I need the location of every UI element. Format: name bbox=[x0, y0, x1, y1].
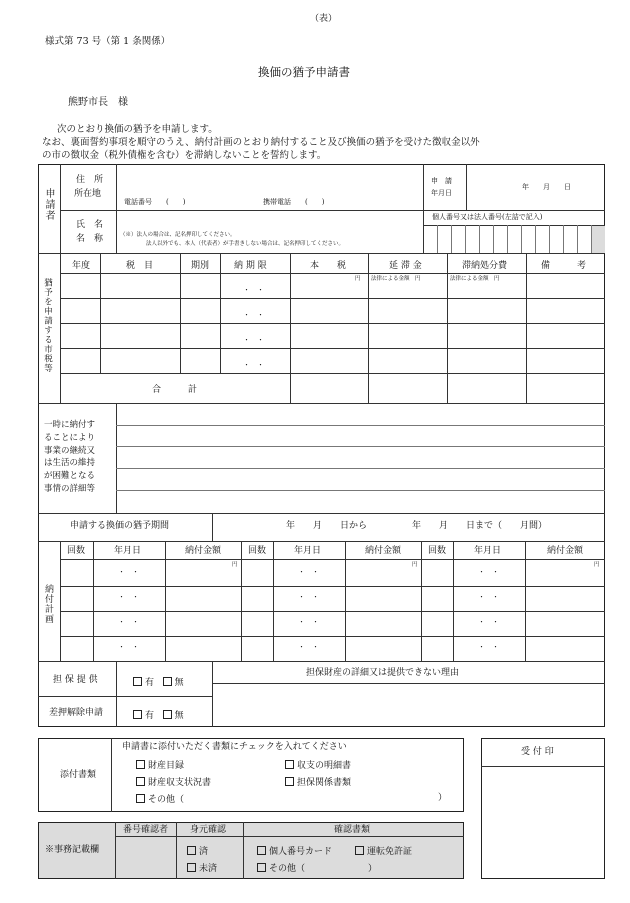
doc-mynumber-card: 個人番号カード bbox=[257, 846, 332, 857]
seizure-release-label: 差押解除申請 bbox=[49, 708, 104, 718]
seizure-options: 有 無 bbox=[133, 708, 184, 721]
plan-date-dots: ・ ・ bbox=[478, 643, 499, 651]
attach-other-close: ） bbox=[438, 793, 448, 803]
plan-date-dots: ・ ・ bbox=[118, 593, 139, 601]
attach-other-checkbox[interactable] bbox=[136, 794, 145, 803]
plan-date-dots: ・ ・ bbox=[298, 643, 319, 651]
intro-line-3: の市の徴収金（税外債権を含む）を滞納しないことを誓約します。 bbox=[42, 150, 327, 161]
plan-date-dots: ・ ・ bbox=[298, 568, 319, 576]
seizure-no-checkbox[interactable] bbox=[163, 710, 172, 719]
tax-section-label: 猶予を申請する市税等 bbox=[42, 278, 53, 373]
identity-done: 済 bbox=[187, 846, 208, 857]
col-tax-item: 税 目 bbox=[126, 261, 154, 271]
attach-asset-status: 財産収支状況書 bbox=[136, 777, 211, 788]
doc-other-checkbox[interactable] bbox=[257, 863, 266, 872]
plan-yen-1: 円 bbox=[232, 562, 238, 568]
late-fee-legal-amount: 法律による金額 円 bbox=[371, 276, 421, 282]
id-number-cell-divider bbox=[479, 225, 480, 253]
due-date-dots-2: ・ ・ bbox=[243, 311, 264, 319]
identity-done-checkbox[interactable] bbox=[187, 846, 196, 855]
col-year: 年度 bbox=[72, 261, 91, 271]
period-label: 申請する換価の猶予期間 bbox=[70, 521, 170, 531]
attach-asset-checkbox[interactable] bbox=[136, 777, 145, 786]
id-number-cell-divider bbox=[437, 225, 438, 253]
id-number-cell-divider bbox=[535, 225, 536, 253]
seal-note-2: 法人以外でも、本人（代表者）が手書きしない場合は、記名押印してください。 bbox=[146, 241, 345, 247]
disposition-legal-amount: 法律による金額 円 bbox=[450, 276, 500, 282]
plan-yen-3: 円 bbox=[594, 562, 600, 568]
plan-col-count-1: 回数 bbox=[67, 546, 86, 556]
attach-income-statement: 収支の明細書 bbox=[285, 760, 351, 771]
plan-date-dots: ・ ・ bbox=[478, 593, 499, 601]
attach-collateral-checkbox[interactable] bbox=[285, 777, 294, 786]
plan-date-dots: ・ ・ bbox=[478, 568, 499, 576]
identity-not-done-checkbox[interactable] bbox=[187, 863, 196, 872]
reception-stamp-label: 受 付 印 bbox=[521, 747, 554, 757]
plan-date-dots: ・ ・ bbox=[118, 618, 139, 626]
plan-date-dots: ・ ・ bbox=[298, 618, 319, 626]
applicant-section-label: 申請者 bbox=[43, 188, 54, 221]
office-col-identity: 身元確認 bbox=[190, 825, 227, 835]
due-date-dots-3: ・ ・ bbox=[243, 336, 264, 344]
collateral-label: 担 保 提 供 bbox=[53, 675, 98, 685]
col-period: 期別 bbox=[191, 261, 210, 271]
total-label: 合 計 bbox=[152, 385, 198, 395]
doc-drivers-license: 運転免許証 bbox=[355, 846, 412, 857]
seizure-yes-checkbox[interactable] bbox=[133, 710, 142, 719]
plan-col-date-3: 年月日 bbox=[474, 546, 502, 556]
page-title: 換価の猶予申請書 bbox=[258, 65, 350, 79]
attach-income-checkbox[interactable] bbox=[285, 760, 294, 769]
attach-other: その他（ bbox=[136, 794, 184, 805]
side-label: （表） bbox=[310, 14, 338, 24]
id-number-cell-divider bbox=[577, 225, 578, 253]
seal-note-1: （※）法人の場合は、記名押印してください。 bbox=[120, 232, 236, 238]
principal-yen-unit: 円 bbox=[355, 276, 361, 282]
attachments-instruction: 申請書に添付いただく書類にチェックを入れてください bbox=[122, 742, 347, 752]
id-number-cell-divider bbox=[521, 225, 522, 253]
due-date-dots-1: ・ ・ bbox=[243, 286, 264, 294]
id-number-check-digit-cell bbox=[592, 226, 605, 253]
plan-yen-2: 円 bbox=[412, 562, 418, 568]
addressee: 熊野市長 様 bbox=[68, 97, 128, 108]
collateral-no-checkbox[interactable] bbox=[163, 677, 172, 686]
id-number-cell-divider bbox=[493, 225, 494, 253]
reason-label: 一時に納付す ることにより 事業の継続又 は生活の維持 が困難となる 事情の詳細等 bbox=[44, 420, 96, 494]
col-late-fee: 延 滞 金 bbox=[389, 261, 422, 271]
plan-col-count-2: 回数 bbox=[248, 546, 267, 556]
id-number-cell-divider bbox=[563, 225, 564, 253]
col-disposition-fee: 滞納処分費 bbox=[462, 261, 508, 271]
date-label-2: 年月日 bbox=[431, 189, 452, 197]
doc-mynumber-checkbox[interactable] bbox=[257, 846, 266, 855]
plan-date-dots: ・ ・ bbox=[478, 618, 499, 626]
office-col-number-checker: 番号確認者 bbox=[123, 825, 169, 835]
address-label-1: 住 所 bbox=[76, 175, 104, 185]
plan-date-dots: ・ ・ bbox=[118, 643, 139, 651]
plan-col-date-1: 年月日 bbox=[114, 546, 142, 556]
collateral-options: 有 無 bbox=[133, 675, 184, 688]
period-field[interactable]: 年 月 日から 年 月 日まで（ 月間） bbox=[286, 521, 548, 531]
address-label-2: 所在地 bbox=[74, 189, 102, 199]
plan-col-amount-1: 納付金額 bbox=[185, 546, 222, 556]
mobile-label: 携帯電話 ( ) bbox=[263, 198, 325, 206]
plan-section-label: 納付計画 bbox=[43, 584, 53, 624]
id-number-cell-divider bbox=[465, 225, 466, 253]
date-label-1: 申 請 bbox=[431, 177, 452, 185]
doc-other: その他（ ） bbox=[257, 863, 377, 874]
id-number-label: 個人番号又は法人番号(左詰で記入) bbox=[432, 213, 543, 221]
name-label-2: 名 称 bbox=[76, 234, 104, 244]
attach-inventory: 財産目録 bbox=[136, 760, 184, 771]
id-number-cell-divider bbox=[507, 225, 508, 253]
application-date-field[interactable]: 年 月 日 bbox=[522, 183, 571, 191]
plan-date-dots: ・ ・ bbox=[298, 593, 319, 601]
office-col-documents: 確認書類 bbox=[334, 825, 371, 835]
attachments-label: 添付書類 bbox=[60, 770, 97, 780]
name-label-1: 氏 名 bbox=[76, 220, 104, 230]
intro-line-2: なお、裏面誓約事項を順守のうえ、納付計画のとおり納付すること及び換価の猶予を受けた徴収金以外 bbox=[42, 137, 480, 148]
plan-col-count-3: 回数 bbox=[428, 546, 447, 556]
form-number: 様式第 73 号（第 1 条関係） bbox=[45, 36, 171, 47]
plan-date-dots: ・ ・ bbox=[118, 568, 139, 576]
id-number-cell-divider bbox=[549, 225, 550, 253]
collateral-yes-checkbox[interactable] bbox=[133, 677, 142, 686]
collateral-detail-label: 担保財産の詳細又は提供できない理由 bbox=[306, 668, 460, 678]
col-remarks: 備 考 bbox=[541, 261, 587, 271]
due-date-dots-4: ・ ・ bbox=[243, 361, 264, 369]
attach-inventory-checkbox[interactable] bbox=[136, 760, 145, 769]
phone-label: 電話番号 ( ) bbox=[124, 198, 186, 206]
id-number-cell-divider bbox=[451, 225, 452, 253]
intro-line-1: 次のとおり換価の猶予を申請します。 bbox=[57, 124, 218, 135]
office-use-label: ※事務記載欄 bbox=[45, 845, 100, 855]
plan-col-date-2: 年月日 bbox=[294, 546, 322, 556]
identity-not-done: 未済 bbox=[187, 863, 217, 874]
plan-col-amount-3: 納付金額 bbox=[547, 546, 584, 556]
col-principal: 本 税 bbox=[310, 261, 347, 271]
col-due-date: 納 期 限 bbox=[234, 261, 267, 271]
doc-license-checkbox[interactable] bbox=[355, 846, 364, 855]
plan-col-amount-2: 納付金額 bbox=[365, 546, 402, 556]
attach-collateral-docs: 担保関係書類 bbox=[285, 777, 351, 788]
reception-stamp-frame bbox=[481, 738, 605, 879]
